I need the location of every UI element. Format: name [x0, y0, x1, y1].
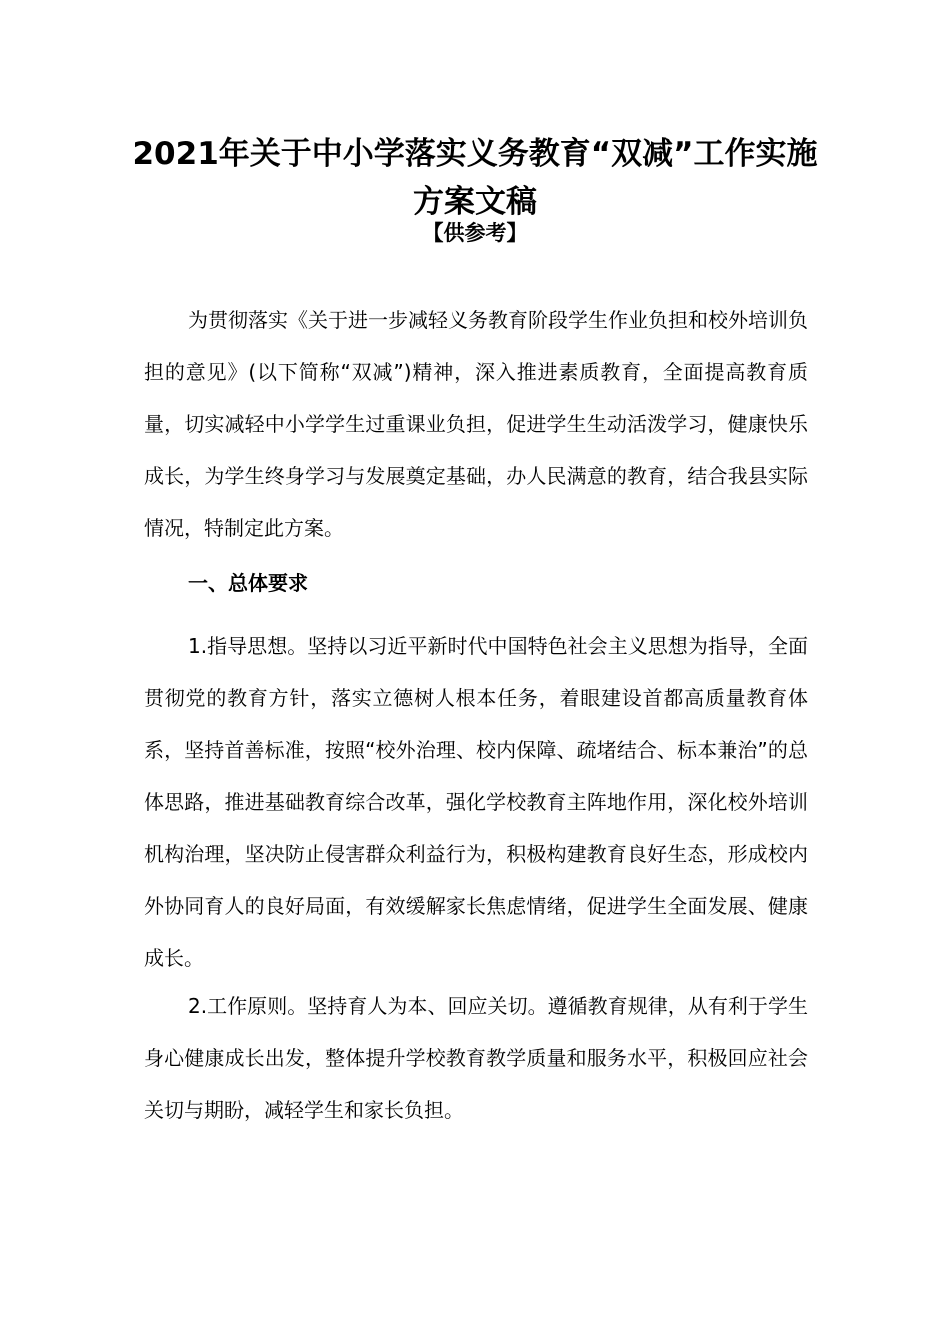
guiding-ideology-paragraph: 1.指导思想。坚持以习近平新时代中国特色社会主义思想为指导，全面贯彻党的教育方针，落实立德树人根本任务，着眼建设首都高质量教育体系，坚持首善标准，按照“校外治理、校内保障、疏堵结合、标本兼治”的总体思路，推进基础教育综合改革，强化学校教育主阵地作用，深化校外培训机构治理，坚决防止侵害群众利益行为，积极构建教育良好生态，形成校内外协同育人的良好局面，有效缓解家长焦虑情绪，促进学生全面发展、健康成长。 [144, 634, 808, 970]
section-heading-overall-requirements: 一、总体要求 [188, 571, 308, 595]
document-title-line-1: 2021年关于中小学落实义务教育“双减”工作实施 [132, 136, 818, 172]
reference-tag: 【供参考】 [422, 221, 528, 245]
document-title-line-2: 方案文稿 [413, 184, 537, 220]
working-principles-paragraph: 2.工作原则。坚持育人为本、回应关切。遵循教育规律，从有利于学生身心健康成长出发，整体提升学校教育教学质量和服务水平，积极回应社会关切与期盼，减轻学生和家长负担。 [144, 994, 808, 1122]
intro-paragraph: 为贯彻落实《关于进一步减轻义务教育阶段学生作业负担和校外培训负担的意见》(以下简称“双减”)精神，深入推进素质教育，全面提高教育质量，切实减轻中小学学生过重课业负担，促进学生生动活泼学习，健康快乐成长，为学生终身学习与发展奠定基础，办人民满意的教育，结合我县实际情况，特制定此方案。 [144, 308, 808, 540]
